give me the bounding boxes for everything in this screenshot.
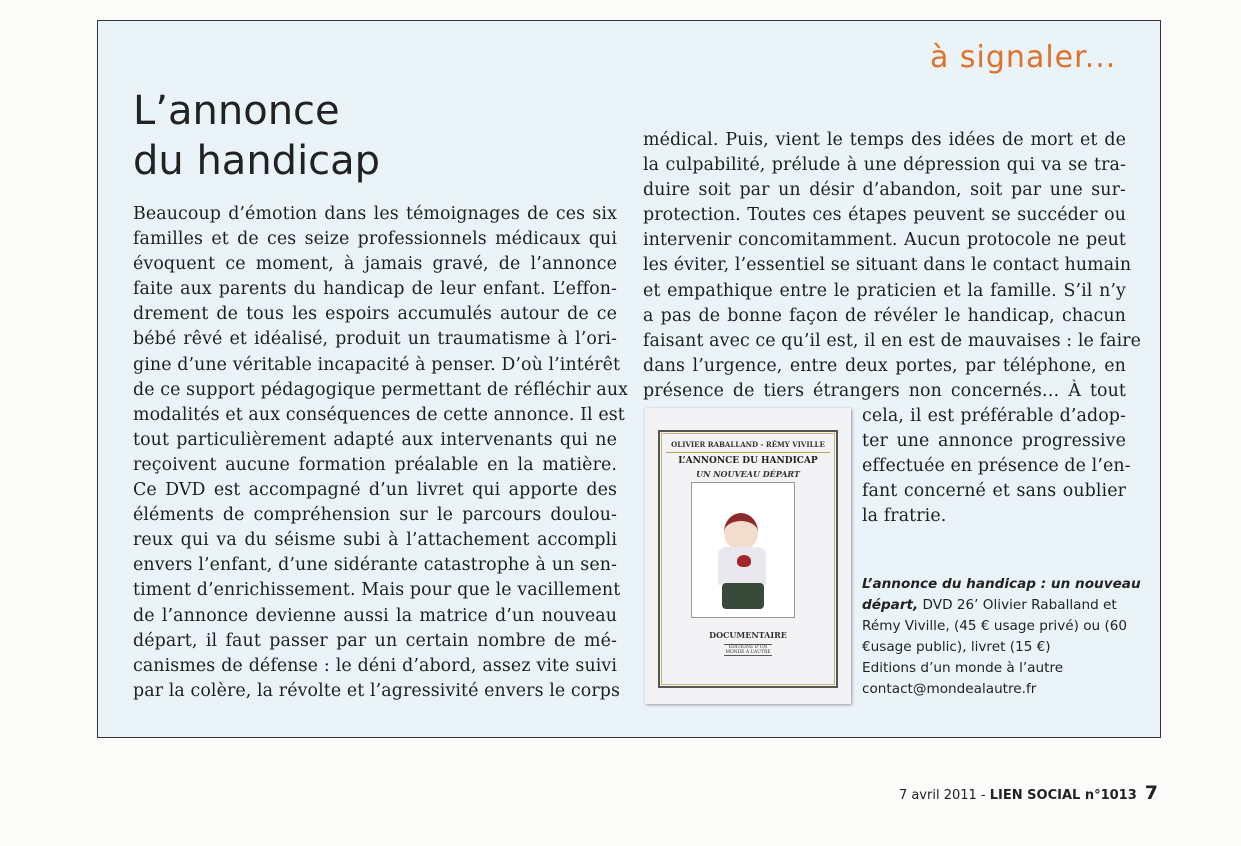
caption-contact[interactable]: contact@mondealautre.fr [862, 681, 1037, 697]
text-line: envers l’enfant, d’une sidérante catastrophe à un sen- [133, 555, 617, 576]
dvd-cover-image [645, 408, 851, 704]
caption-title: L’annonce du handicap : un nouveau départ, [862, 576, 1141, 613]
text-line: familles et de ces seize professionnels médicaux qui [133, 229, 617, 250]
footer-magazine: LIEN SOCIAL n°1013 [989, 788, 1137, 803]
text-line: faisant avec ce qu’il est, il en est de mauvaises : le faire [643, 330, 1142, 351]
text-line: départ, il faut passer par un certain nombre de mé- [133, 630, 617, 651]
caption-publisher: Editions d’un monde à l’autre [862, 660, 1064, 676]
dvd-caption [862, 574, 1152, 700]
text-line: la fratrie. [862, 506, 947, 527]
text-line: bébé rêvé et idéalisé, produit un traumatisme à l’ori- [133, 329, 617, 350]
girl-skirt [722, 583, 764, 609]
text-line: présence de tiers étrangers non concernés… À tout [643, 380, 1126, 401]
article-title [133, 86, 380, 186]
text-line: effectuée en présence de l’en- [862, 456, 1131, 477]
text-line: protection. Toutes ces étapes peuvent se succéder ou [643, 205, 1126, 226]
text-line: duire soit par un désir d’abandon, soit par une sur- [643, 180, 1126, 201]
text-line: médical. Puis, vient le temps des idées de mort et de [643, 130, 1126, 150]
text-line: canismes de défense : le déni d’abord, assez vite suivi [133, 655, 617, 676]
cover-illustration [691, 482, 795, 618]
cover-subtitle: UN NOUVEAU DÉPART [696, 469, 800, 479]
title-line-2: du handicap [133, 138, 381, 184]
text-line: a pas de bonne façon de révéler le handicap, chacun [643, 305, 1126, 326]
cover-title: L’ANNONCE DU HANDICAP [678, 456, 818, 466]
text-line: évoquent ce moment, à jamais gravé, de l’annonce [133, 254, 617, 275]
text-line: reçoivent aucune formation préalable en la matière. [133, 454, 617, 475]
body-column-right [643, 128, 1142, 404]
text-line: Ce DVD est accompagné d’un livret qui apporte des [133, 480, 617, 501]
text-line: drement de tous les espoirs accumulés autour de ce [133, 304, 617, 325]
text-line: faite aux parents du handicap de leur enfant. L’effon- [133, 279, 617, 300]
text-line: gine d’une véritable incapacité à penser. D’où l’intérêt [133, 354, 621, 375]
text-line: tout particulièrement adapté aux intervenants qui ne [133, 429, 617, 450]
section-kicker: à signaler... [930, 40, 1117, 75]
girl-head [724, 513, 758, 551]
cover-genre: DOCUMENTAIRE [709, 630, 787, 640]
text-line: Beaucoup d’émotion dans les témoignages de ces six [133, 204, 617, 224]
text-line: éléments de compréhension sur le parcours doulou- [133, 505, 617, 526]
body-column-left [133, 202, 629, 704]
page-number: 7 [1144, 782, 1158, 804]
text-line: et empathique entre le praticien et la famille. S’il n’y [643, 280, 1126, 301]
caption-details: DVD 26’ Olivier Raballand et Rémy Viville, (45 € usage privé) ou (60 €usage public), livret (15 €) [862, 597, 1128, 655]
text-line: ter une annonce progressive [862, 431, 1126, 452]
text-line: de l’annonce devienne aussi la matrice d’un nouveau [133, 605, 617, 626]
text-line: intervenir concomitamment. Aucun protocole ne peut [643, 230, 1126, 251]
text-line: fant concerné et sans oublier [862, 481, 1126, 502]
cover-publisher-logo: EDITIONS D’UN MONDE À L’AUTRE [725, 645, 771, 655]
text-line: cela, il est préférable d’adop- [862, 406, 1126, 426]
body-column-right-narrow [862, 404, 1131, 529]
title-line-1: L’annonce [133, 88, 340, 134]
cover-frame [658, 430, 838, 688]
heart-icon [737, 555, 751, 567]
page-footer [899, 782, 1158, 804]
text-line: modalités et aux conséquences de cette annonce. Il est [133, 404, 625, 425]
text-line: par la colère, la révolte et l’agressivité envers le corps [133, 680, 620, 701]
text-line: timent d’enrichissement. Mais pour que le vacillement [133, 580, 621, 601]
cover-authors: OLIVIER RABALLAND - RÉMY VIVILLE [666, 440, 830, 453]
text-line: la culpabilité, prélude à une dépression qui va se tra- [643, 155, 1126, 176]
text-line: les éviter, l’essentiel se situant dans le contact humain [643, 255, 1132, 276]
text-line: dans l’urgence, entre deux portes, par téléphone, en [643, 355, 1126, 376]
text-line: de ce support pédagogique permettant de réfléchir aux [133, 379, 629, 400]
footer-date: 7 avril 2011 - [898, 788, 990, 803]
text-line: reux qui va du séisme subi à l’attachement accompli [133, 530, 617, 551]
